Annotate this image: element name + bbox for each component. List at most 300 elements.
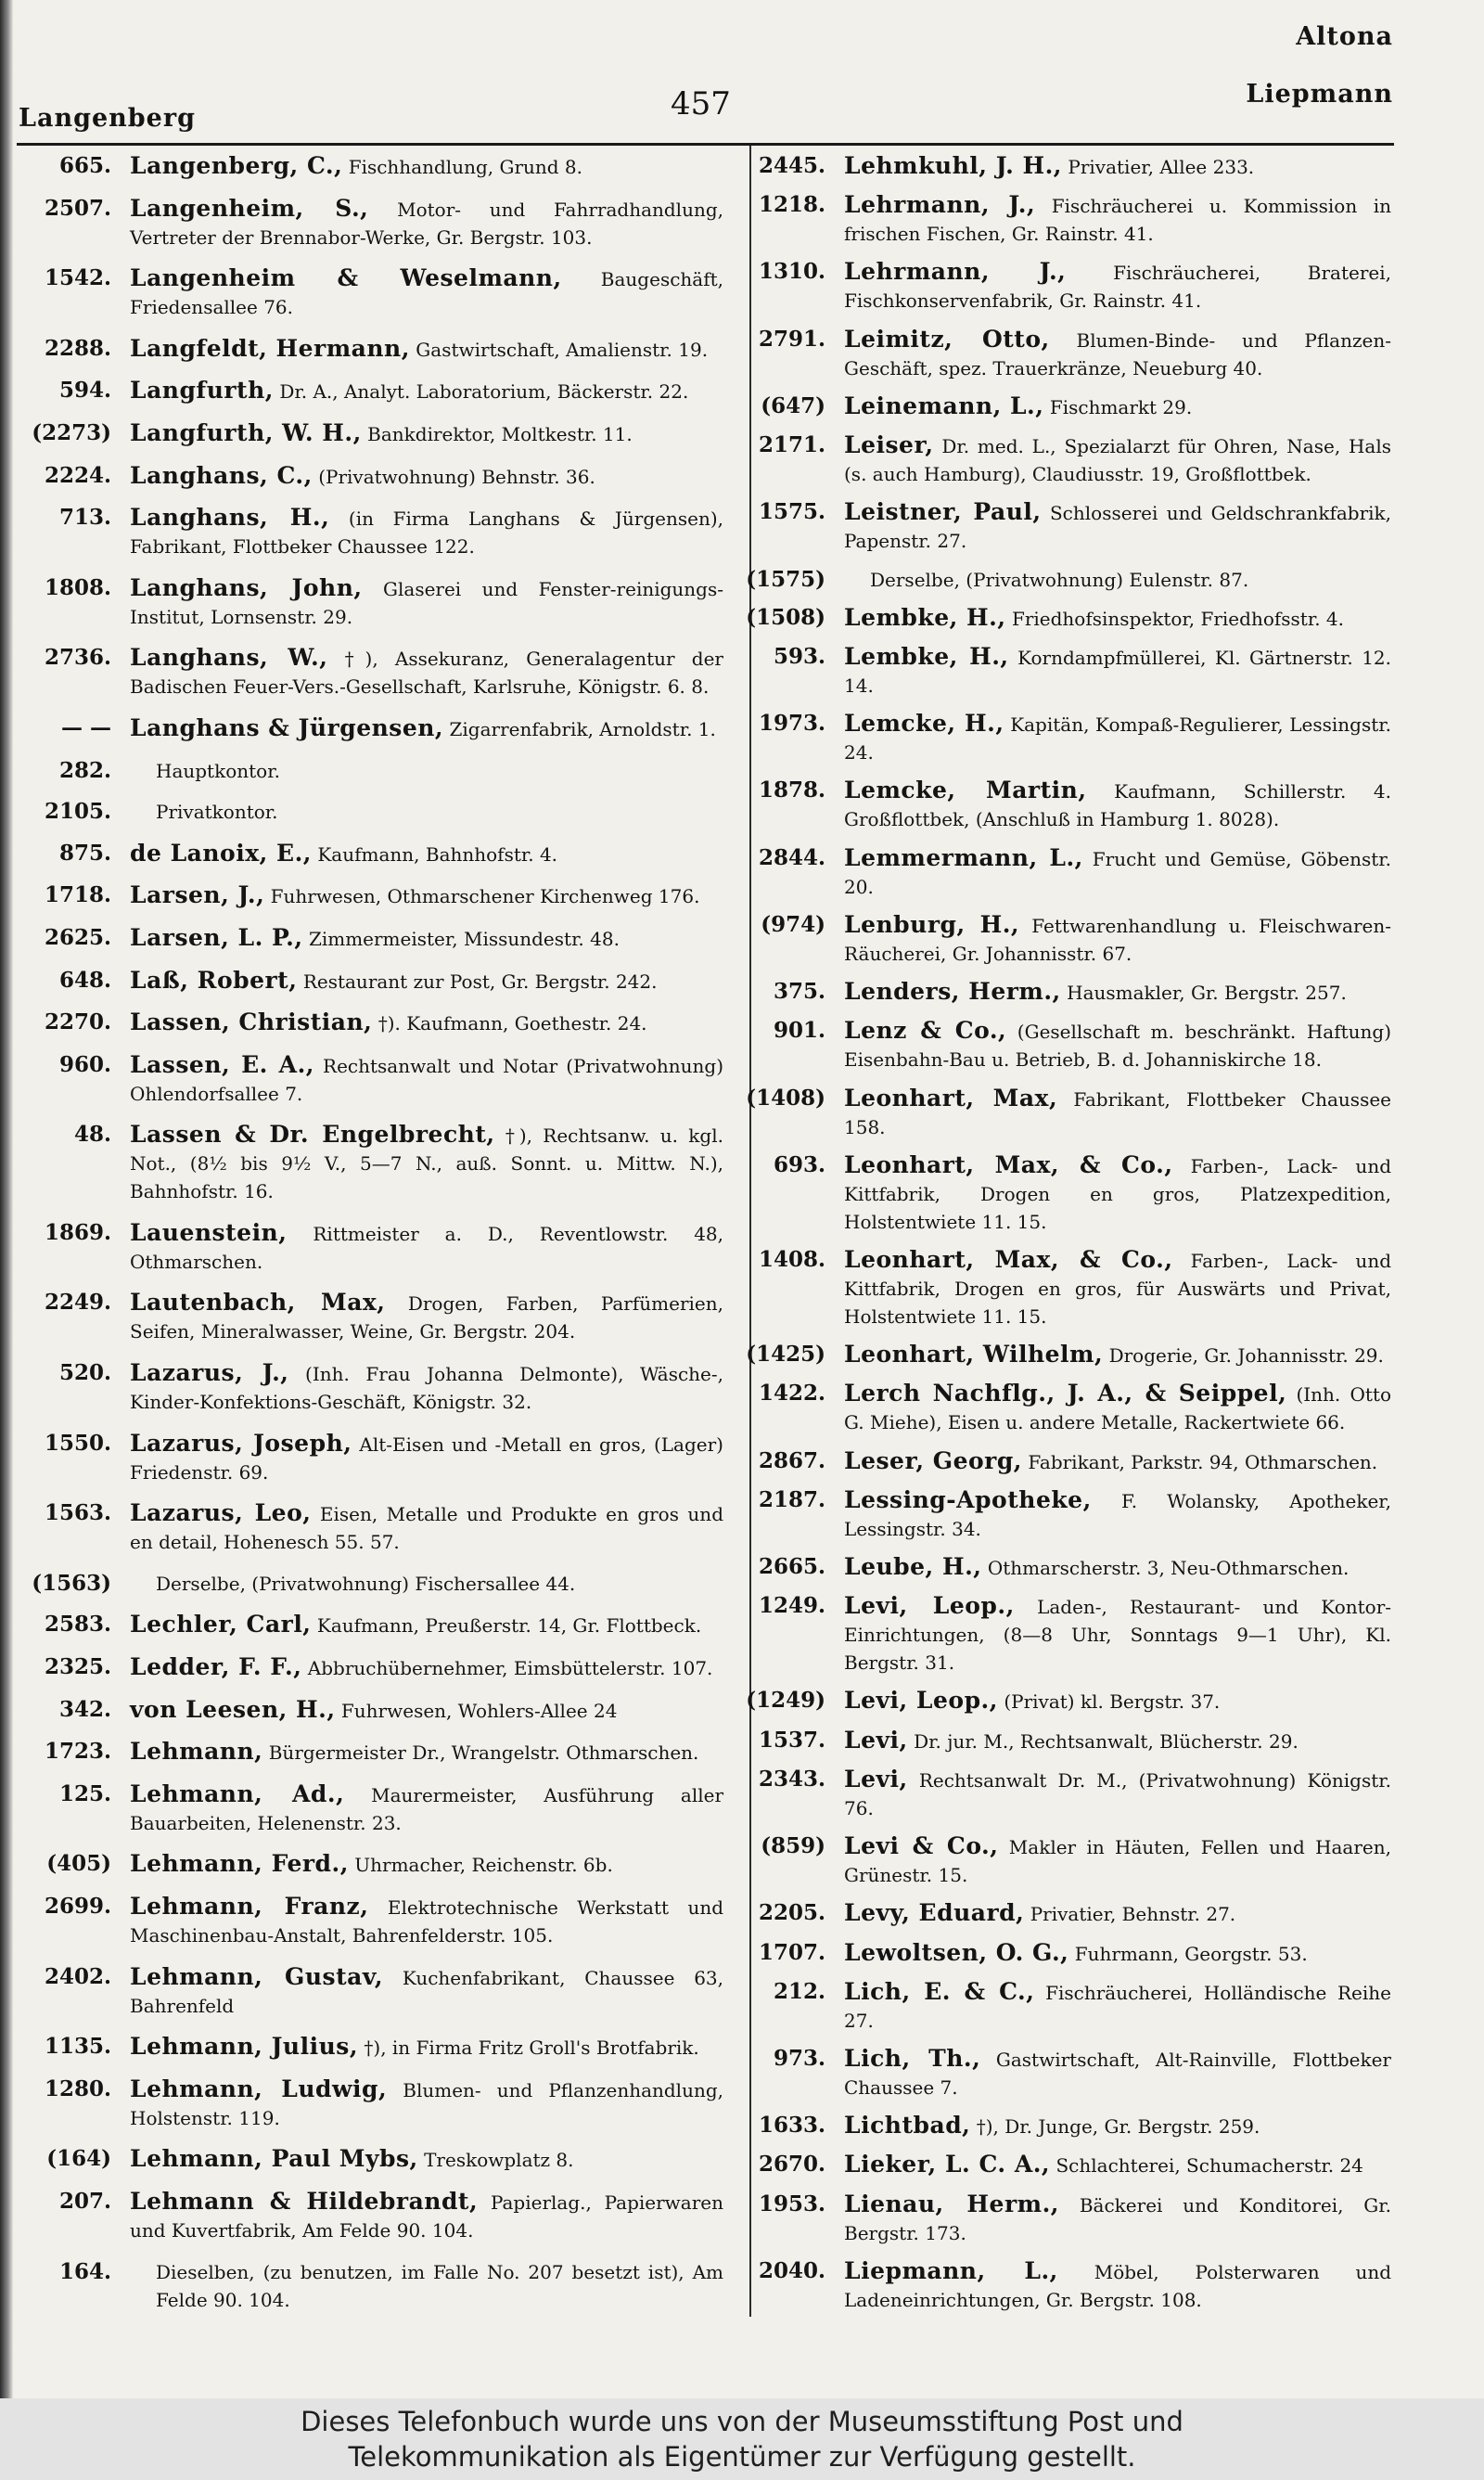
entry-text (844, 1447, 1391, 1476)
subscriber-name: Langfeldt, Hermann, (130, 334, 410, 362)
entry-text (844, 1832, 1391, 1889)
phone-number: 593. (773, 643, 825, 669)
directory-entry (728, 392, 1391, 421)
directory-entry (19, 1570, 723, 1598)
subscriber-name: Lembke, H., (844, 603, 1006, 631)
subscriber-details: Bürgermeister Dr., Wrangelstr. Othmarschen. (268, 1741, 699, 1765)
subscriber-name: Lemcke, Martin, (844, 777, 1087, 804)
subscriber-name: Langenheim & Weselmann, (130, 264, 562, 292)
subscriber-name: Levy, Eduard, (844, 1899, 1025, 1927)
directory-entry (19, 1009, 723, 1037)
directory-entry (728, 2112, 1391, 2140)
directory-entry (728, 1085, 1391, 1141)
subscriber-name: Lassen, E. A., (130, 1050, 314, 1078)
subscriber-details: (Gesellschaft m. beschränkt. Haftung) Eisenbahn-Bau u. Betrieb, B. d. Johanniskirche 18. (844, 1021, 1391, 1072)
subscriber-details: Baugeschäft, Friedensallee 76. (130, 268, 724, 319)
subscriber-details: Drogen, Farben, Parfümerien, Seifen, Mineralwasser, Weine, Gr. Bergstr. 204. (130, 1292, 723, 1343)
subscriber-name: Lerch Nachflg., J. A., & Seippel, (844, 1380, 1287, 1407)
directory-entry (728, 326, 1391, 382)
subscriber-name: Larsen, J., (130, 881, 265, 909)
directory-entry (19, 967, 723, 996)
entry-text (844, 1380, 1391, 1436)
phone-number: 1718. (44, 882, 111, 908)
subscriber-details: Othmarscherstr. 3, Neu-Othmarschen. (987, 1557, 1350, 1580)
left-column (19, 152, 723, 2314)
directory-entry (19, 2258, 723, 2314)
entry-text (130, 840, 723, 868)
subscriber-details: Dr. jur. M., Rechtsanwalt, Blücherstr. 29. (914, 1729, 1298, 1753)
directory-entry (19, 152, 723, 181)
subscriber-details: †), in Firma Fritz Groll's Brotfabrik. (364, 2037, 699, 2060)
directory-entry (728, 152, 1391, 181)
directory-entry (19, 1780, 723, 1837)
subscriber-details: Abbruchübernehmer, Eimsbüttelerstr. 107. (307, 1657, 713, 1680)
subscriber-name: Lich, Th., (844, 2045, 981, 2072)
subscriber-name: Lemmermann, L., (844, 843, 1083, 871)
directory-entry (19, 840, 723, 868)
entry-text (130, 1738, 723, 1767)
phone-number: (1508) (746, 604, 825, 630)
entry-text (844, 1687, 1391, 1715)
subscriber-details: Kaufmann, Bahnhofstr. 4. (317, 842, 558, 866)
subscriber-details: Kaufmann, Preußerstr. 14, Gr. Flottbeck. (316, 1614, 702, 1638)
entry-text (130, 462, 723, 491)
phone-number: 901. (773, 1018, 825, 1044)
subscriber-details: Fuhrwesen, Wohlers-Allee 24 (340, 1699, 618, 1722)
directory-entry (728, 710, 1391, 766)
subscriber-name: Langenheim, S., (130, 194, 369, 222)
footer-line-1: Dieses Telefonbuch wurde uns von der Museumsstiftung Post und (301, 2406, 1183, 2437)
phone-number: 212. (773, 1978, 825, 2004)
phone-number: (1563) (32, 1570, 111, 1596)
subscriber-details: Kapitän, Kompaß-Regulierer, Lessingstr. 24. (844, 713, 1391, 765)
entry-text (844, 2191, 1391, 2247)
entry-text (130, 2145, 723, 2174)
directory-entry (19, 1850, 723, 1879)
directory-entry (728, 844, 1391, 901)
subscriber-name: Langhans & Jürgensen, (130, 713, 444, 741)
header-rule (17, 143, 1394, 146)
subscriber-name: Lehrmann, J., (844, 191, 1036, 219)
subscriber-details: Zimmermeister, Missundestr. 48. (308, 927, 620, 950)
subscriber-name: Ledder, F. F., (130, 1653, 302, 1681)
directory-entry (19, 1738, 723, 1767)
entry-text (844, 643, 1391, 700)
directory-entry (19, 1219, 723, 1276)
subscriber-details: F. Wolansky, Apotheker, Lessingstr. 34. (844, 1489, 1391, 1540)
directory-entry (728, 1246, 1391, 1330)
phone-number: 1707. (758, 1939, 825, 1965)
subscriber-details: Gastwirtschaft, Amalienstr. 19. (416, 338, 709, 361)
subscriber-details: Fischräucherei, Braterei, Fischkonservenfabrik, Gr. Rainstr. 41. (844, 262, 1392, 313)
phone-number: 1218. (758, 192, 825, 218)
subscriber-name: de Lanoix, E., (130, 839, 312, 867)
directory-entry (19, 714, 723, 743)
scan-edge-shadow (0, 0, 13, 2398)
subscriber-name: Lenz & Co., (844, 1017, 1007, 1045)
directory-entry (728, 1447, 1391, 1476)
entry-text (844, 1085, 1391, 1141)
directory-entry (728, 191, 1391, 248)
phone-number: 2105. (44, 799, 111, 825)
entry-text (130, 419, 723, 448)
entry-text (130, 714, 723, 743)
phone-number: 2867. (758, 1447, 825, 1473)
directory-entry (728, 643, 1391, 700)
phone-number: 1575. (758, 499, 825, 525)
directory-entry (728, 1341, 1391, 1369)
phone-number: 973. (773, 2046, 825, 2071)
subscriber-name: Lazarus, Joseph, (130, 1429, 352, 1457)
subscriber-name: Lehmann, Ludwig, (130, 2075, 388, 2102)
subscriber-name: Lenburg, H., (844, 910, 1020, 938)
subscriber-details: Hausmakler, Gr. Bergstr. 257. (1067, 982, 1347, 1005)
subscriber-details: Möbel, Polsterwaren und Ladeneinrichtungen, Gr. Bergstr. 108. (844, 2260, 1392, 2311)
entry-text (844, 498, 1391, 555)
subscriber-details: Fischräucherei, Holländische Reihe 27. (844, 1981, 1391, 2032)
directory-entry (19, 195, 723, 251)
phone-number: 2844. (758, 844, 825, 870)
entry-text (130, 1219, 723, 1276)
phone-number: 2445. (758, 153, 825, 178)
phone-number: 125. (58, 1780, 111, 1806)
phone-number: 1422. (758, 1381, 825, 1407)
subscriber-details: Gastwirtschaft, Alt-Rainville, Flottbeker Chaussee 7. (844, 2049, 1391, 2099)
entry-text (130, 195, 723, 251)
subscriber-name: Lehrmann, J., (844, 258, 1067, 286)
header-last-entry: Liepmann (1246, 80, 1393, 109)
directory-entry (19, 1893, 723, 1949)
phone-number: 1723. (44, 1739, 111, 1765)
subscriber-name: Langhans, W., (130, 644, 328, 672)
subscriber-details: Makler in Häuten, Fellen und Haaren, Grünestr. 15. (844, 1836, 1391, 1887)
entry-text (844, 777, 1391, 833)
directory-entry (728, 1832, 1391, 1889)
subscriber-details: Fischräucherei u. Kommission in frischen Fischen, Gr. Rainstr. 41. (844, 195, 1392, 246)
subscriber-name: Leonhart, Max, & Co., (844, 1245, 1173, 1273)
subscriber-details: †). Kaufmann, Goethestr. 24. (377, 1012, 647, 1035)
subscriber-name: Levi, (844, 1765, 908, 1793)
subscriber-name: Levi, Leop., (844, 1592, 1015, 1620)
phone-number: 48. (73, 1122, 111, 1148)
directory-entry (728, 604, 1391, 633)
entry-text (844, 911, 1391, 968)
entry-text (844, 1899, 1391, 1928)
subscriber-details: Rechtsanwalt Dr. M., (Privatwohnung) Königstr. 76. (844, 1768, 1391, 1819)
subscriber-details: Fuhrmann, Georgstr. 53. (1074, 1942, 1308, 1965)
entry-text (130, 2188, 723, 2244)
directory-entry (728, 2257, 1391, 2314)
subscriber-name: Lemcke, H., (844, 710, 1004, 738)
subscriber-name: Lassen & Dr. Engelbrecht, (130, 1121, 495, 1149)
entry-text (844, 1592, 1391, 1677)
subscriber-details: Restaurant zur Post, Gr. Bergstr. 242. (302, 970, 658, 993)
entry-text (844, 1939, 1391, 1968)
subscriber-details: Dr. A., Analyt. Laboratorium, Bäckerstr. 22. (279, 380, 689, 404)
entry-text (130, 1850, 723, 1879)
right-column (728, 152, 1391, 2314)
subscriber-details: Glaserei und Fenster-reinigungs-Institut, Lornsenstr. 29. (130, 577, 724, 628)
subscriber-details: Derselbe, (Privatwohnung) Eulenstr. 87. (870, 568, 1249, 591)
phone-number: 1869. (44, 1219, 111, 1245)
subscriber-name: Lehmann & Hildebrandt, (130, 2187, 479, 2215)
phone-number: 2325. (44, 1654, 111, 1680)
subscriber-name: Langfurth, W. H., (130, 418, 362, 446)
subscriber-name: Leonhart, Max, (844, 1084, 1058, 1112)
directory-entry (19, 1963, 723, 2020)
subscriber-name: Leonhart, Wilhelm, (844, 1341, 1104, 1368)
phone-number: 2171. (758, 432, 825, 458)
entry-text (844, 1978, 1391, 2035)
directory-entry (728, 566, 1391, 594)
phone-number: 2343. (758, 1766, 825, 1792)
subscriber-details: (Inh. Otto G. Miehe), Eisen u. andere Metalle, Rackertwiete 66. (844, 1383, 1391, 1434)
directory-entry (19, 1359, 723, 1416)
subscriber-details: Kuchenfabrikant, Chaussee 63, Bahrenfeld (130, 1966, 723, 2017)
entry-text (130, 881, 723, 910)
entry-text (130, 264, 723, 321)
entry-text (130, 1121, 723, 1205)
phone-number: 282. (58, 757, 111, 783)
subscriber-name: Langhans, C., (130, 461, 313, 489)
phone-number: 875. (58, 840, 111, 866)
subscriber-name: Langhans, H., (130, 504, 330, 532)
phone-number: 713. (58, 505, 111, 531)
phone-number: 2699. (44, 1894, 111, 1919)
subscriber-details: Frucht und Gemüse, Göbenstr. 20. (844, 847, 1392, 898)
subscriber-details: Maurermeister, Ausführung aller Bauarbeiten, Helenenstr. 23. (130, 1783, 724, 1834)
entry-text (844, 2151, 1391, 2179)
entry-text (130, 574, 723, 631)
subscriber-name: Lembke, H., (844, 642, 1009, 670)
subscriber-name: Larsen, L. P., (130, 923, 303, 951)
entry-text (844, 392, 1391, 421)
directory-entry (728, 1766, 1391, 1822)
directory-entry (728, 1553, 1391, 1582)
subscriber-name: Lehmann, Paul Mybs, (130, 2145, 418, 2173)
subscriber-name: Langfurth, (130, 377, 274, 405)
footer-line-2: Telekommunikation als Eigentümer zur Verfügung gestellt. (348, 2441, 1136, 2473)
phone-number: 2736. (44, 645, 111, 671)
subscriber-details: Rittmeister a. D., Reventlowstr. 48, Othmarschen. (130, 1222, 724, 1273)
directory-entry (19, 1499, 723, 1556)
subscriber-name: Lauenstein, (130, 1218, 288, 1246)
phone-number: — — (60, 714, 111, 740)
subscriber-name: Leube, H., (844, 1553, 982, 1581)
subscriber-details: Bäckerei und Konditorei, Gr. Bergstr. 173. (844, 2193, 1391, 2244)
entry-text (130, 1893, 723, 1949)
subscriber-name: Lewoltsen, O. G., (844, 1938, 1069, 1966)
entry-text (844, 604, 1391, 633)
entry-text (130, 1289, 723, 1345)
entry-text (130, 152, 723, 181)
phone-number: 520. (58, 1360, 111, 1386)
directory-entry (728, 1486, 1391, 1543)
phone-number: 342. (58, 1696, 111, 1722)
directory-entry (728, 978, 1391, 1007)
subscriber-name: Levi, Leop., (844, 1687, 998, 1715)
subscriber-details: Farben-, Lack- und Kittfabrik, Drogen en gros, für Auswärts und Privat, Holstentwiete 11. 15. (844, 1249, 1392, 1328)
subscriber-name: Lehmann, Ferd., (130, 1850, 349, 1878)
phone-number: 2583. (44, 1612, 111, 1638)
subscriber-details: Hauptkontor. (156, 759, 280, 782)
phone-number: 375. (773, 979, 825, 1005)
entry-text (844, 710, 1391, 766)
directory-entry (19, 881, 723, 910)
subscriber-name: Lieker, L. C. A., (844, 2151, 1051, 2178)
subscriber-name: Lessing-Apotheke, (844, 1485, 1092, 1513)
phone-number: 2224. (44, 462, 111, 488)
directory-entry (19, 1051, 723, 1108)
subscriber-details: †), Dr. Junge, Gr. Bergstr. 259. (976, 2115, 1260, 2139)
subscriber-name: Leistner, Paul, (844, 498, 1042, 526)
subscriber-name: Lenders, Herm., (844, 978, 1061, 1006)
phone-number: 1310. (758, 259, 825, 285)
directory-entry (19, 757, 723, 785)
subscriber-details: Treskowplatz 8. (424, 2149, 574, 2172)
subscriber-details: Fischmarkt 29. (1049, 395, 1193, 418)
subscriber-name: Lehmann, (130, 1738, 263, 1766)
directory-entry (728, 1727, 1391, 1755)
directory-entry (19, 377, 723, 405)
directory-entry (728, 1978, 1391, 2035)
entry-text (156, 757, 723, 785)
directory-entry (19, 504, 723, 560)
entry-text (130, 2033, 723, 2062)
subscriber-details: (Inh. Frau Johanna Delmonte), Wäsche-, Kinder-Konfektions-Geschäft, Königstr. 32. (130, 1363, 724, 1414)
entry-text (130, 1430, 723, 1486)
phone-number: 2288. (44, 335, 111, 361)
entry-text (130, 1963, 723, 2020)
directory-entry (728, 1017, 1391, 1073)
directory-entry (19, 1611, 723, 1639)
phone-number: 1542. (44, 265, 111, 291)
directory-entry (728, 1151, 1391, 1236)
subscriber-details: Elektrotechnische Werkstatt und Maschinenbau-Anstalt, Bahrenfelderstr. 105. (130, 1896, 724, 1947)
subscriber-name: Lehmann, Julius, (130, 2033, 359, 2061)
directory-entry (728, 258, 1391, 315)
entry-text (844, 1341, 1391, 1369)
phone-number: 1550. (44, 1430, 111, 1456)
phone-number: (1575) (746, 566, 825, 592)
entry-text (844, 1766, 1391, 1822)
phone-number: 207. (58, 2188, 111, 2214)
entry-text (130, 1653, 723, 1682)
phone-number: 1249. (758, 1593, 825, 1619)
entry-text (844, 326, 1391, 382)
directory-entry (728, 2191, 1391, 2247)
entry-text (870, 566, 1391, 594)
directory-entry (728, 1899, 1391, 1928)
entry-text (130, 1611, 723, 1639)
phone-number: 1808. (44, 574, 111, 600)
subscriber-details: Motor- und Fahrradhandlung, Vertreter der Brennabor-Werke, Gr. Bergstr. 103. (130, 198, 723, 249)
directory-entry (19, 2075, 723, 2132)
entry-text (844, 152, 1391, 181)
directory-entry (19, 1289, 723, 1345)
subscriber-details: Eisen, Metalle und Produkte en gros und en detail, Hohenesch 55. 57. (130, 1503, 723, 1554)
phone-number: 1408. (758, 1246, 825, 1272)
subscriber-details: Privatkontor. (156, 801, 278, 824)
directory-entry (728, 2045, 1391, 2101)
directory-entry (19, 462, 723, 491)
entry-text (156, 798, 723, 826)
phone-number: 648. (58, 967, 111, 993)
subscriber-details: Alt-Eisen und -Metall en gros, (Lager) Friedenstr. 69. (130, 1433, 723, 1484)
subscriber-name: Liepmann, L., (844, 2256, 1058, 2284)
subscriber-name: Leinemann, L., (844, 392, 1044, 419)
phone-number: 1973. (758, 711, 825, 737)
directory-entry (728, 1939, 1391, 1968)
directory-entry (19, 574, 723, 631)
subscriber-name: Leiser, (844, 431, 934, 459)
phone-number: 2665. (758, 1554, 825, 1580)
header-first-entry: Langenberg (19, 104, 196, 133)
phone-number: 2625. (44, 924, 111, 950)
subscriber-details: Friedhofsinspektor, Friedhofsstr. 4. (1011, 607, 1344, 630)
entry-text (130, 1696, 723, 1725)
subscriber-details: Blumen-Binde- und Pflanzen-Geschäft, spez. Trauerkränze, Neueburg 40. (844, 328, 1391, 379)
subscriber-details: Fabrikant, Parkstr. 94, Othmarschen. (1028, 1450, 1378, 1473)
phone-number: (1408) (746, 1085, 825, 1111)
phone-number: (1425) (746, 1342, 825, 1368)
subscriber-name: Levi & Co., (844, 1832, 999, 1860)
phone-number: 594. (58, 378, 111, 404)
phone-number: 1878. (758, 777, 825, 803)
directory-entry (728, 1687, 1391, 1715)
phone-number: (974) (761, 911, 825, 937)
directory-entry (19, 798, 723, 826)
phone-number: 665. (58, 153, 111, 178)
entry-text (844, 1151, 1391, 1236)
phone-number: 1537. (758, 1727, 825, 1753)
subscriber-details: Fabrikant, Flottbeker Chaussee 158. (844, 1087, 1391, 1138)
subscriber-details: (Privatwohnung) Behnstr. 36. (318, 465, 595, 488)
subscriber-details: Rechtsanwalt und Notar (Privatwohnung) Ohlendorfsallee 7. (130, 1054, 723, 1105)
directory-entry (19, 419, 723, 448)
page-number: 457 (671, 85, 731, 122)
directory-entry (728, 1592, 1391, 1677)
directory-entry (728, 498, 1391, 555)
subscriber-name: Lienau, Herm., (844, 2190, 1059, 2217)
subscriber-name: Langenberg, C., (130, 152, 343, 179)
entry-text (844, 978, 1391, 1007)
entry-text (130, 504, 723, 560)
directory-entry (728, 1380, 1391, 1436)
subscriber-name: Lehmann, Gustav, (130, 1962, 384, 1990)
subscriber-details: Uhrmacher, Reichenstr. 6b. (354, 1854, 613, 1877)
subscriber-details: Drogerie, Gr. Johannisstr. 29. (1108, 1344, 1384, 1368)
directory-entry (19, 264, 723, 321)
subscriber-name: Lehmann, Ad., (130, 1780, 345, 1807)
subscriber-details: Dieselben, (zu benutzen, im Falle No. 207 besetzt ist), Am Felde 90. 104. (156, 2260, 723, 2311)
entry-text (130, 1499, 723, 1556)
subscriber-details: Papierlag., Papierwaren und Kuvertfabrik, Am Felde 90. 104. (130, 2191, 723, 2242)
entry-text (130, 377, 723, 405)
phone-number: 2187. (758, 1486, 825, 1512)
phone-number: 2402. (44, 1963, 111, 1989)
subscriber-details: (in Firma Langhans & Jürgensen), Fabrikant, Flottbeker Chaussee 122. (130, 508, 724, 559)
phone-number: 960. (58, 1051, 111, 1077)
subscriber-name: Langhans, John, (130, 573, 363, 601)
directory-entry (19, 2145, 723, 2174)
phone-number: (859) (761, 1833, 825, 1859)
entry-text (156, 1570, 723, 1598)
subscriber-name: Lich, E. & C., (844, 1977, 1035, 2005)
subscriber-name: Leonhart, Max, & Co., (844, 1150, 1173, 1178)
subscriber-details: Privatier, Behnstr. 27. (1030, 1903, 1236, 1926)
subscriber-name: Lehmkuhl, J. H., (844, 152, 1063, 179)
